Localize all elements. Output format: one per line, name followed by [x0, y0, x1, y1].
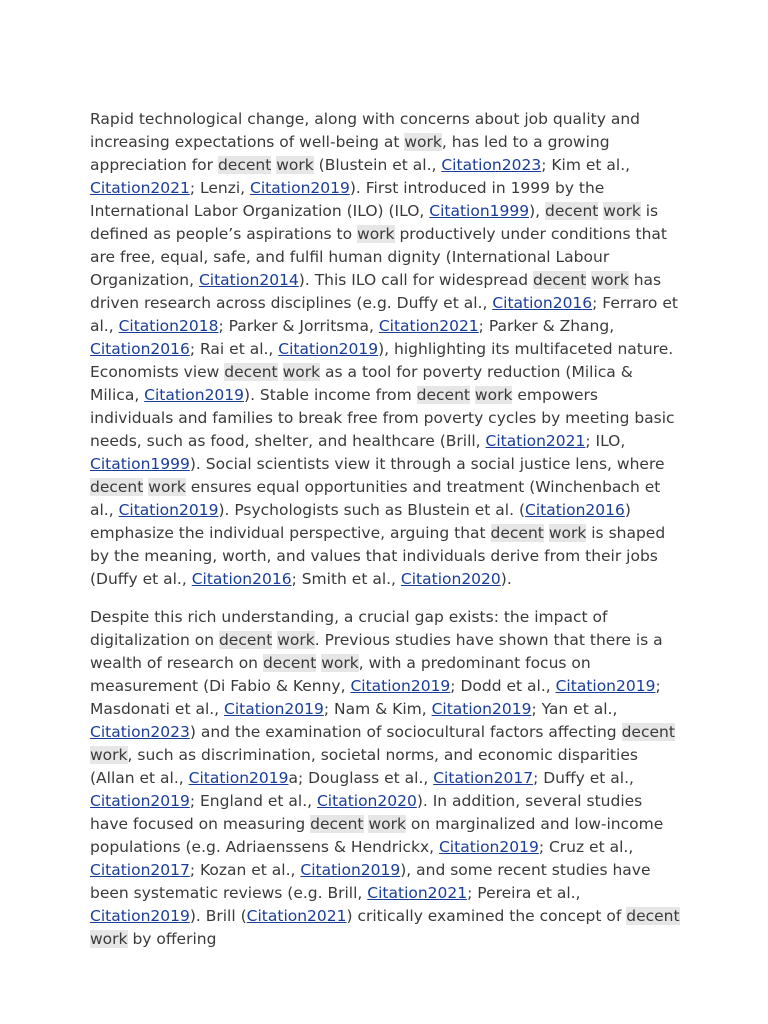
citation-link[interactable]: Citation2016 [191, 570, 292, 588]
body-text: ; Lenzi, [189, 179, 251, 197]
body-text: ; Parker & Zhang, [478, 317, 615, 335]
citation-link[interactable]: Citation2019 [555, 677, 656, 695]
search-highlight: decent [545, 202, 599, 220]
body-text: ). Social scientists view it through a social justice lens, where [189, 455, 665, 473]
body-text: as a tool for poverty reduction (Milica & Milica, [90, 363, 633, 404]
body-text: a; Douglass et al., [288, 769, 434, 787]
search-highlight: work [321, 654, 359, 672]
search-highlight: decent [626, 907, 680, 925]
search-highlight: decent [533, 271, 587, 289]
search-highlight: work [404, 133, 442, 151]
citation-link[interactable]: Citation1999 [90, 455, 190, 473]
citation-link[interactable]: Citation2017 [90, 861, 190, 879]
body-text: ). In addition, several studies have focused on measuring [90, 792, 643, 833]
citation-link[interactable]: Citation2019 [118, 501, 219, 519]
body-text: ; Masdonati et al., [90, 677, 661, 718]
search-highlight: work [148, 478, 186, 496]
citation-link[interactable]: Citation2018 [118, 317, 219, 335]
citation-link[interactable]: Citation2017 [433, 769, 534, 787]
body-text: ; Cruz et al., [538, 838, 634, 856]
body-text: ), highlighting its multifaceted nature. Economists view [90, 340, 674, 381]
citation-link[interactable]: Citation2016 [492, 294, 593, 312]
body-text: ). [500, 570, 512, 588]
citation-link[interactable]: Citation2019 [350, 677, 451, 695]
body-text: , has led to a growing appreciation for [90, 133, 610, 174]
search-highlight: work [282, 363, 321, 381]
body-text: empowers individuals and families to break free from poverty cycles by meeting basic needs, such as food, shelter, and healthcare (Brill, [90, 386, 675, 450]
search-highlight: work [277, 631, 315, 649]
search-highlight: decent [490, 524, 544, 542]
body-text: Despite this rich understanding, a crucial gap exists: the impact of digitalization on [90, 608, 608, 649]
citation-link[interactable]: Citation2019 [438, 838, 539, 856]
body-text: ; Nam & Kim, [323, 700, 432, 718]
body-text: ; Kozan et al., [189, 861, 301, 879]
search-highlight: work [603, 202, 641, 220]
body-text: , such as discrimination, societal norms, and economic disparities (Allan et al., [90, 746, 638, 787]
body-text: ; Rai et al., [189, 340, 279, 358]
body-text: Rapid technological change, along with concerns about job quality and increasing expectations of well-being at [90, 110, 641, 151]
body-text: ). This ILO call for widespread [298, 271, 533, 289]
body-text: ; Dodd et al., [450, 677, 556, 695]
search-highlight: work [276, 156, 314, 174]
body-text: has driven research across disciplines (e.g. Duffy et al., [90, 271, 662, 312]
search-highlight: decent [262, 654, 317, 672]
citation-link[interactable]: Citation2021 [90, 179, 190, 197]
body-text: ensures equal opportunities and treatment (Winchenbach et al., [90, 478, 661, 519]
body-text: ) emphasize the individual perspective, arguing that [90, 501, 631, 542]
citation-link[interactable]: Citation2016 [525, 501, 625, 519]
search-highlight: decent [416, 386, 470, 404]
search-highlight: work [474, 386, 513, 404]
body-text: ; Ferraro et al., [90, 294, 678, 335]
citation-link[interactable]: Citation2021 [367, 884, 468, 902]
body-text: ; Parker & Jorritsma, [218, 317, 379, 335]
paragraph-1 [90, 108, 682, 591]
search-highlight: decent [310, 815, 364, 833]
body-text: ), and some recent studies have been systematic reviews (e.g. Brill, [90, 861, 651, 902]
body-text: ). Brill ( [189, 907, 247, 925]
body-text: ; Yan et al., [531, 700, 618, 718]
search-highlight: work [90, 930, 128, 948]
search-highlight: decent [90, 478, 144, 496]
citation-link[interactable]: Citation2021 [378, 317, 479, 335]
search-highlight: decent [621, 723, 675, 741]
paragraph-2 [90, 606, 682, 951]
body-text: ). Psychologists such as Blustein et al. ( [218, 501, 526, 519]
body-text: ; Duffy et al., [533, 769, 634, 787]
body-text: ). Stable income from [244, 386, 417, 404]
search-highlight: decent [224, 363, 278, 381]
citation-link[interactable]: Citation2023 [441, 156, 542, 174]
body-text: ; Smith et al., [291, 570, 401, 588]
search-highlight: decent [218, 631, 273, 649]
body-text: ) and the examination of sociocultural factors affecting [189, 723, 622, 741]
citation-link[interactable]: Citation2021 [246, 907, 347, 925]
body-text: ), [529, 202, 546, 220]
citation-link[interactable]: Citation2014 [198, 271, 299, 289]
citation-link[interactable]: Citation2019 [90, 907, 190, 925]
body-text: ; Kim et al., [541, 156, 631, 174]
citation-link[interactable]: Citation2019 [250, 179, 350, 197]
article-body [90, 108, 682, 966]
search-highlight: work [591, 271, 629, 289]
body-text: . Previous studies have shown that there is a wealth of research on [90, 631, 663, 672]
body-text: ; ILO, [585, 432, 626, 450]
search-highlight: work [90, 746, 128, 764]
body-text: productively under conditions that are free, equal, safe, and fulfil human dignity (International Labour Organization, [90, 225, 667, 289]
citation-link[interactable]: Citation2019 [300, 861, 401, 879]
body-text: ). First introduced in 1999 by the International Labor Organization (ILO) (ILO, [90, 179, 605, 220]
citation-link[interactable]: Citation2019 [278, 340, 379, 358]
citation-link[interactable]: Citation2016 [90, 340, 190, 358]
citation-link[interactable]: Citation2020 [316, 792, 417, 810]
search-highlight: decent [217, 156, 272, 174]
citation-link[interactable]: Citation2020 [400, 570, 501, 588]
citation-link[interactable]: Citation2019 [90, 792, 190, 810]
search-highlight: work [548, 524, 587, 542]
body-text: (Blustein et al., [313, 156, 442, 174]
citation-link[interactable]: Citation1999 [429, 202, 530, 220]
citation-link[interactable]: Citation2023 [90, 723, 190, 741]
body-text: , with a predominant focus on measurement (Di Fabio & Kenny, [90, 654, 591, 695]
search-highlight: work [368, 815, 406, 833]
body-text: ) critically examined the concept of [346, 907, 627, 925]
body-text: ; England et al., [189, 792, 317, 810]
body-text: ; Pereira et al., [467, 884, 581, 902]
citation-link[interactable]: Citation2019 [144, 386, 245, 404]
body-text: is defined as people’s aspirations to [90, 202, 659, 243]
citation-link[interactable]: Citation2019 [431, 700, 532, 718]
body-text: is shaped by the meaning, worth, and values that individuals derive from their jobs (Duffy et al., [90, 524, 666, 588]
search-highlight: work [357, 225, 395, 243]
citation-link[interactable]: Citation2019 [188, 769, 289, 787]
citation-link[interactable]: Citation2021 [485, 432, 586, 450]
body-text: on marginalized and low-income populations (e.g. Adriaenssens & Hendrickx, [90, 815, 664, 856]
body-text: by offering [127, 930, 217, 948]
citation-link[interactable]: Citation2019 [224, 700, 324, 718]
body-text [278, 363, 283, 381]
